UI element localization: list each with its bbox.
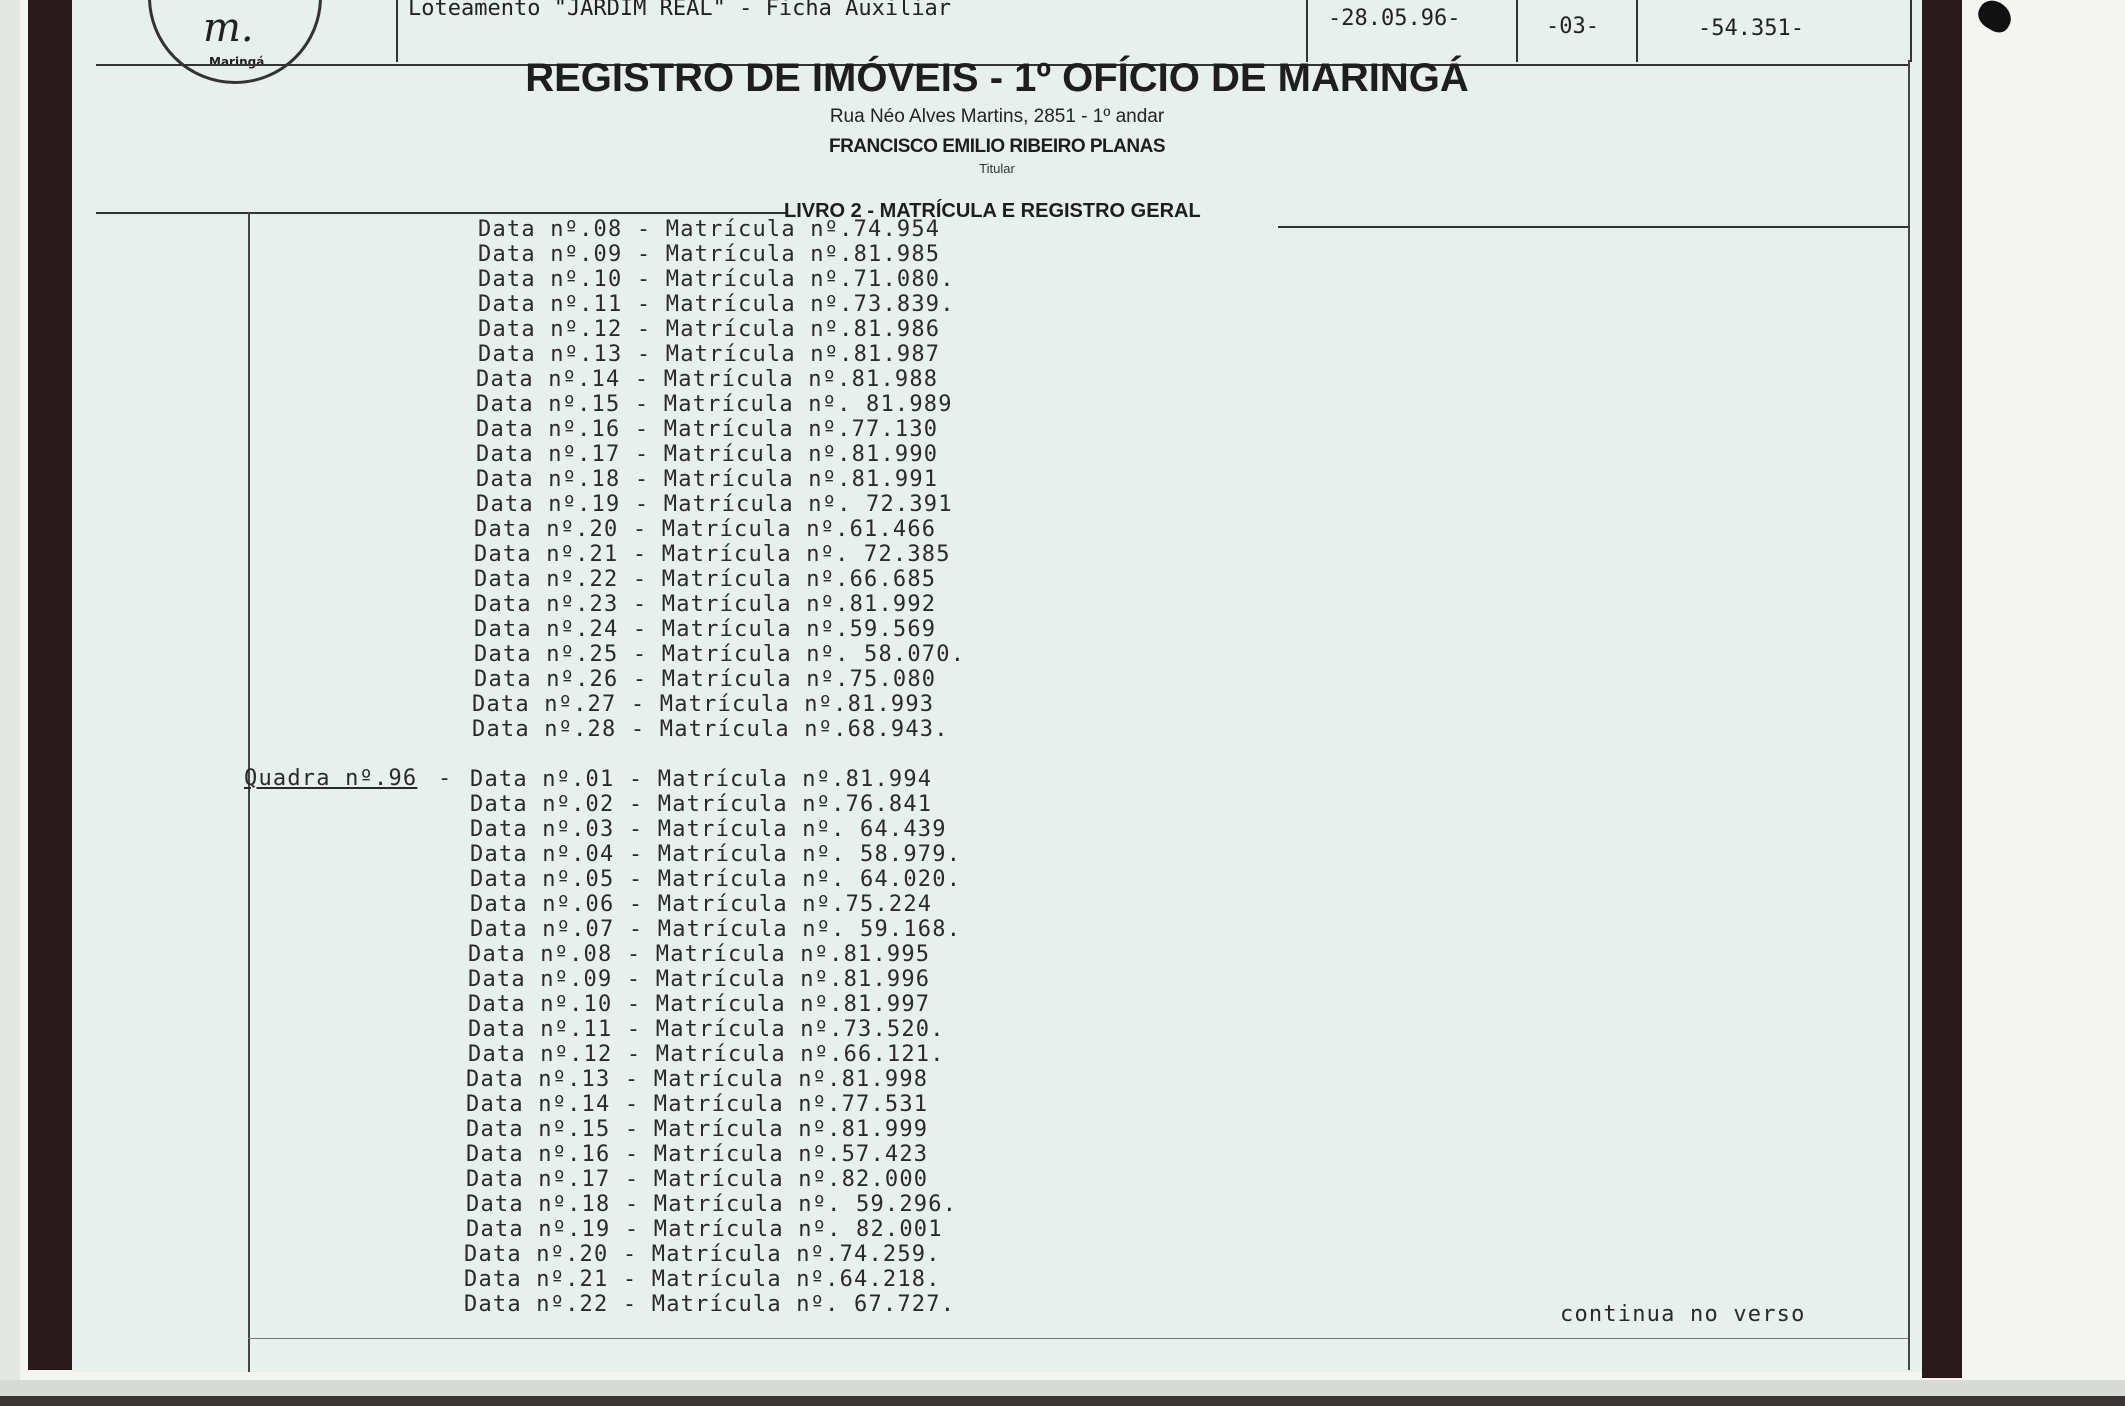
- entry-line: Data nº.23 - Matrícula nº.81.992: [474, 592, 937, 617]
- registry-page: [72, 0, 1922, 1372]
- entry-line: Data nº.25 - Matrícula nº. 58.070.: [474, 642, 966, 667]
- office-holder: FRANCISCO EMILIO RIBEIRO PLANAS: [828, 136, 1165, 157]
- entry-line: Data nº.19 - Matrícula nº. 82.001: [466, 1217, 943, 1242]
- entry-line: Data nº.02 - Matrícula nº.76.841: [470, 792, 933, 817]
- entry-line: Data nº.21 - Matrícula nº.64.218.: [464, 1267, 941, 1292]
- quadra-dash: -: [438, 766, 452, 791]
- entry-line: Data nº.28 - Matrícula nº.68.943.: [472, 717, 949, 742]
- entry-line: Data nº.13 - Matrícula nº.81.987: [478, 342, 941, 367]
- book-rule-right: [1278, 226, 1908, 228]
- continua-no-verso: continua no verso: [1560, 1302, 1806, 1327]
- entry-line: Data nº.13 - Matrícula nº.81.998: [466, 1067, 929, 1092]
- entry-line: Data nº.04 - Matrícula nº. 58.979.: [470, 842, 962, 867]
- entry-line: Data nº.26 - Matrícula nº.75.080: [474, 667, 937, 692]
- seal-city: Maringá: [209, 55, 265, 69]
- office-title: REGISTRO DE IMÓVEIS - 1º OFÍCIO DE MARINGÁ: [525, 56, 1469, 100]
- book-title: LIVRO 2 - MATRÍCULA E REGISTRO GERAL: [784, 200, 1201, 222]
- entry-line: Data nº.24 - Matrícula nº.59.569: [474, 617, 937, 642]
- entry-line: Data nº.12 - Matrícula nº.66.121.: [468, 1042, 945, 1067]
- bottom-rule: [248, 1338, 1908, 1339]
- entry-line: Data nº.17 - Matrícula nº.82.000: [466, 1167, 929, 1192]
- scan-edge-left: [0, 0, 20, 1406]
- scan-smudge: [1973, 0, 2016, 37]
- entry-line: Data nº.10 - Matrícula nº.81.997: [468, 992, 931, 1017]
- header-title-cell: [396, 0, 1408, 62]
- header-folha: -03-: [1546, 14, 1599, 39]
- header-matricula: -54.351-: [1698, 16, 1804, 41]
- entry-line: Data nº.20 - Matrícula nº.61.466: [474, 517, 937, 542]
- entry-line: Data nº.08 - Matrícula nº.81.995: [468, 942, 931, 967]
- entry-line: Data nº.09 - Matrícula nº.81.996: [468, 967, 931, 992]
- entry-line: Data nº.14 - Matrícula nº.81.988: [476, 367, 939, 392]
- entry-line: Data nº.15 - Matrícula nº. 81.989: [476, 392, 953, 417]
- entry-line: Data nº.11 - Matrícula nº.73.839.: [478, 292, 955, 317]
- header-date-cell: [1306, 0, 1518, 62]
- entry-line: Data nº.19 - Matrícula nº. 72.391: [476, 492, 953, 517]
- entry-line: Data nº.10 - Matrícula nº.71.080.: [478, 267, 955, 292]
- office-address: Rua Néo Alves Martins, 2851 - 1º andar: [829, 106, 1165, 127]
- header-folha-cell: [1516, 0, 1638, 62]
- entry-line: Data nº.11 - Matrícula nº.73.520.: [468, 1017, 945, 1042]
- quadra-label: Quadra nº.96: [244, 766, 418, 791]
- scan-bottom-edge: [0, 1396, 2125, 1406]
- entry-line: Data nº.05 - Matrícula nº. 64.020.: [470, 867, 962, 892]
- entry-line: Data nº.22 - Matrícula nº.66.685: [474, 567, 937, 592]
- entry-line: Data nº.09 - Matrícula nº.81.985: [478, 242, 941, 267]
- entry-line: Data nº.14 - Matrícula nº.77.531: [466, 1092, 929, 1117]
- entry-line: Data nº.06 - Matrícula nº.75.224: [470, 892, 933, 917]
- entry-line: Data nº.03 - Matrícula nº. 64.439: [470, 817, 947, 842]
- entry-line: Data nº.20 - Matrícula nº.74.259.: [464, 1242, 941, 1267]
- margin-column-line: [248, 212, 250, 1372]
- entry-line: Data nº.16 - Matrícula nº.57.423: [466, 1142, 929, 1167]
- entry-line: Data nº.12 - Matrícula nº.81.986: [478, 317, 941, 342]
- entry-line: Data nº.15 - Matrícula nº.81.999: [466, 1117, 929, 1142]
- entry-line: Data nº.18 - Matrícula nº.81.991: [476, 467, 939, 492]
- scan-frame-right: [1922, 0, 1962, 1378]
- entry-line: Data nº.01 - Matrícula nº.81.994: [470, 767, 933, 792]
- entry-line: Data nº.17 - Matrícula nº.81.990: [476, 442, 939, 467]
- entry-line: Data nº.18 - Matrícula nº. 59.296.: [466, 1192, 958, 1217]
- book-rule-left: [96, 212, 786, 214]
- page-right-border: [1908, 60, 1910, 1370]
- seal-initial: m.: [203, 5, 254, 51]
- entry-line: Data nº.22 - Matrícula nº. 67.727.: [464, 1292, 956, 1317]
- entry-line: Data nº.27 - Matrícula nº.81.993: [472, 692, 935, 717]
- office-role: Titular: [979, 161, 1015, 176]
- header-matricula-cell: [1636, 0, 1912, 62]
- entry-line: Data nº.21 - Matrícula nº. 72.385: [474, 542, 951, 567]
- entry-line: Data nº.16 - Matrícula nº.77.130: [476, 417, 939, 442]
- entry-line: Data nº.08 - Matrícula nº.74.954: [478, 217, 941, 242]
- scan-frame-left: [28, 0, 72, 1370]
- header-title: Loteamento "JARDIM REAL" - Ficha Auxiliar: [408, 0, 952, 21]
- header-date: -28.05.96-: [1328, 6, 1461, 31]
- entry-line: Data nº.07 - Matrícula nº. 59.168.: [470, 917, 962, 942]
